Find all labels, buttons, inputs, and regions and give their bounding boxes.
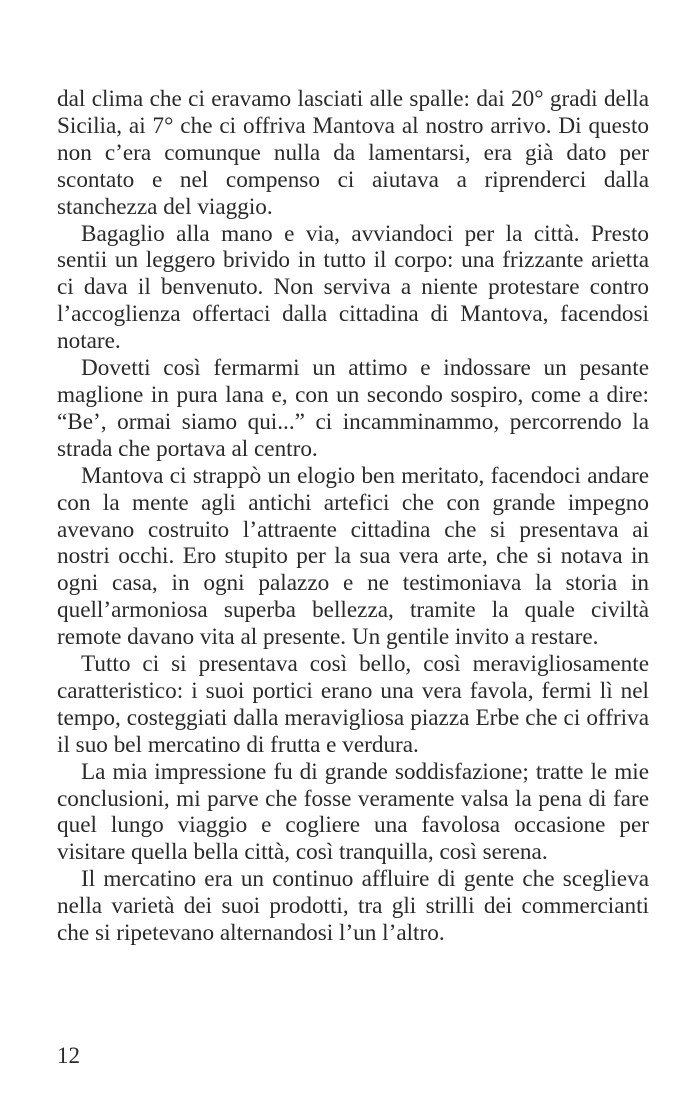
paragraph-1: dal clima che ci eravamo lasciati alle spalle: dai 20° gradi della Sicilia, ai 7° che ci offriva Mantova al nostro arrivo. Di questo non c’era comunque nulla da lamentarsi, era già dato per scontato e nel compenso ci aiutava a riprenderci dalla stanchezza del viaggio. [57,86,649,220]
paragraph-4: Mantova ci strappò un elogio ben meritato, facendoci andare con la mente agli antichi artefici che con grande impegno avevano costruito l’attraente cittadina che si presentava ai nostri occhi. Ero stupito per la sua vera arte, che si notava in ogni casa, in ogni palazzo e ne testimoniava la storia in quell’armoniosa superba bellezza, tramite la quale civiltà remote davano vita al presente. Un gentile invito a restare. [57,462,649,651]
body-text [57,86,649,947]
paragraph-6: La mia impressione fu di grande soddisfazione; tratte le mie conclusioni, mi parve che fosse veramente valsa la pena di fare quel lungo viaggio e cogliere una favolosa occasione per visitare quella bella città, così tranquilla, così serena. [57,758,649,866]
paragraph-2: Bagaglio alla mano e via, avviandoci per la città. Presto sentii un leggero brivido in tutto il corpo: una frizzante arietta ci dava il benvenuto. Non serviva a niente protestare contro l’accoglienza offertaci dalla cittadina di Mantova, facendosi notare. [57,220,649,355]
paragraph-7: Il mercatino era un continuo affluire di gente che sceglieva nella varietà dei suoi prodotti, tra gli strilli dei commercianti che si ripetevano alternandosi l’un l’altro. [57,866,649,947]
paragraph-5: Tutto ci si presentava così bello, così meravigliosamente caratteristico: i suoi portici erano una vera favola, fermi lì nel tempo, costeggiati dalla meravigliosa piazza Erbe che ci offriva il suo bel mercatino di frutta e verdura. [57,651,649,758]
paragraph-3: Dovetti così fermarmi un attimo e indossare un pesante maglione in pura lana e, con un secondo sospiro, come a dire: “Be’, ormai siamo qui...” ci incamminammo, percorrendo la strada che portava al centro. [57,355,649,462]
page-number: 12 [57,1043,80,1068]
